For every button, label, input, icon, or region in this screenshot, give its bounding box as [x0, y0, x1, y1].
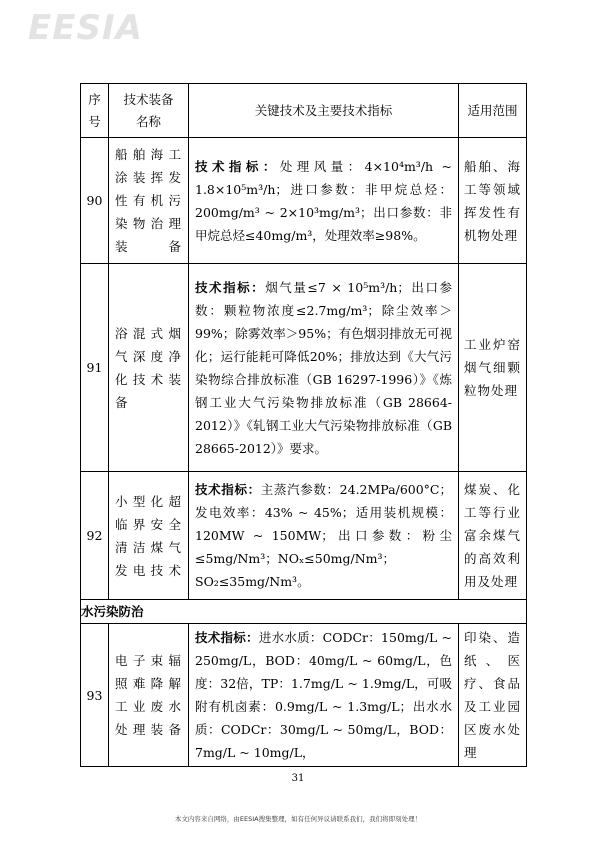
table-header-row — [81, 84, 527, 138]
scope-text: 煤炭、化工等行业富余煤气的高效利用及处理 — [459, 472, 527, 600]
eesia-logo: EESIA — [28, 8, 143, 48]
table-row — [81, 138, 527, 264]
scope-text: 印染、造纸、医疗、食品及工业园区废水处理 — [459, 624, 527, 767]
tech-text: 进水水质：CODCr：150mg/L ~ 250mg/L，BOD：40mg/L ~ 60mg/L，色度：32倍，TP：1.7mg/L ~ 1.9mg/L，可吸附有机卤素：0.9mg/L ~ 1.3mg/L；出水水质：CODCr：30mg/L ~ 50mg/L，BOD：7mg/L ~ 10mg/L， — [195, 630, 452, 760]
table-row — [81, 624, 527, 767]
tech-indicators — [189, 472, 459, 600]
tech-label: 技术指标： — [195, 482, 261, 497]
table-row — [81, 264, 527, 472]
table-row — [81, 472, 527, 600]
row-number: 90 — [81, 138, 109, 264]
header-name: 技术装备名称 — [109, 84, 189, 138]
page-number: 31 — [291, 773, 305, 784]
tech-label: 技术指标： — [195, 158, 280, 174]
section-row — [81, 600, 527, 624]
equipment-name: 船舶海工涂装挥发性有机污染物治理装备 — [109, 138, 189, 264]
scope-text: 船舶、海工等领域挥发性有机物处理 — [459, 138, 527, 264]
row-number: 92 — [81, 472, 109, 600]
footer-disclaimer: 本文内容来自网络，由EESIA搜集整理，如有任何异议请联系我们，我们将即刻处理！ — [174, 815, 422, 823]
equipment-name: 电子束辐照难降解工业废水处理装备 — [109, 624, 189, 767]
row-number: 91 — [81, 264, 109, 472]
header-no: 序号 — [81, 84, 109, 138]
row-number: 93 — [81, 624, 109, 767]
scope-text: 工业炉窑烟气细颗粒物处理 — [459, 264, 527, 472]
tech-indicators — [189, 138, 459, 264]
equipment-name: 小型化超临界安全清洁煤气发电技术 — [109, 472, 189, 600]
technology-table — [80, 83, 527, 767]
tech-text: 主蒸汽参数：24.2MPa/600°C；发电效率：43% ~ 45%；适用装机规模：120MW ~ 150MW；出口参数：粉尘≤5mg/Nm³；NOₓ≤50mg/Nm³；SO₂≤35mg/Nm³。 — [195, 482, 452, 589]
tech-indicators — [189, 264, 459, 472]
tech-indicators — [189, 624, 459, 767]
header-scope: 适用范围 — [459, 84, 527, 138]
tech-label: 技术指标： — [195, 279, 266, 295]
tech-label: 技术指标： — [195, 630, 259, 645]
section-title: 水污染防治 — [81, 600, 527, 624]
equipment-name: 浴混式烟气深度净化技术装备 — [109, 264, 189, 472]
tech-text: 烟气量≤7 × 10⁵m³/h；出口参数：颗粒物浓度≤2.7mg/m³；除尘效率＞99%；除雾效率＞95%；有色烟羽排放无可视化；运行能耗可降低20%；排放达到《大气污染物综合排放标准（GB 16297-1996）》《炼钢工业大气污染物排放标准（GB 28664-2012）》《轧钢工业大气污染物排放标准（GB 28665-2012）》要求。 — [195, 279, 452, 456]
header-tech: 关键技术及主要技术指标 — [189, 84, 459, 138]
tech-text: 处理风量：4×10⁴m³/h ~ 1.8×10⁵m³/h；进口参数：非甲烷总烃：200mg/m³ ~ 2×10³mg/m³；出口参数：非甲烷总烃≤40mg/m³，处理效率≥98%。 — [195, 158, 452, 243]
